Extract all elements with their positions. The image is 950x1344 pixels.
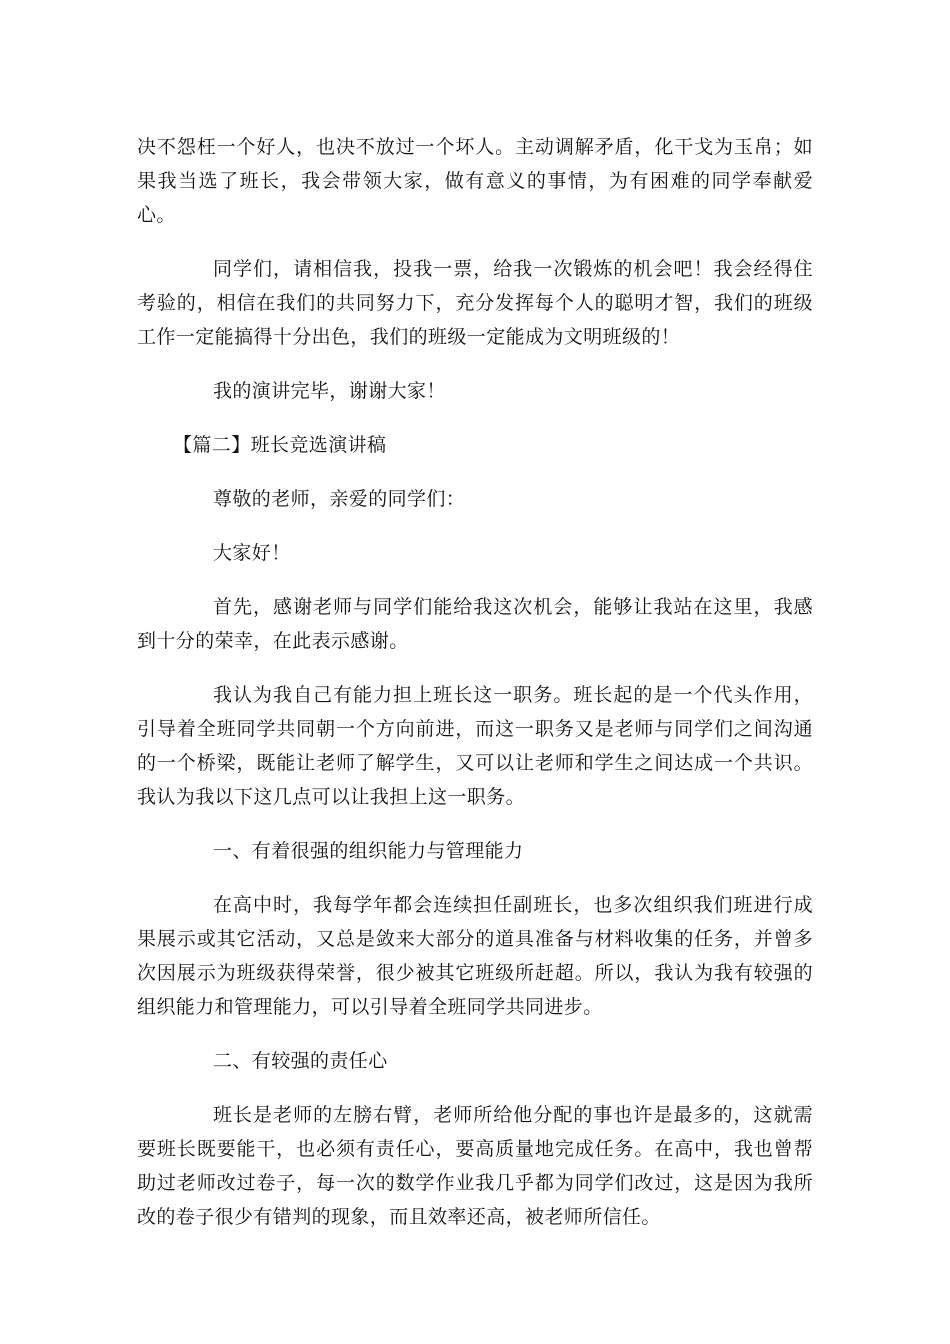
document-body: [137, 130, 813, 1254]
point-2-body: 班长是老师的左膀右臂，老师所给他分配的事也许是最多的，这就需要班长既要能干，也必须有责任心，要高质量地完成任务。在高中，我也曾帮助过老师改过卷子，每一次的数学作业我几乎都为同学们改过，这是因为我所改的卷子很少有错判的现象，而且效率还高，被老师所信任。: [137, 1104, 813, 1228]
paragraph-1: 决不怨枉一个好人，也决不放过一个坏人。主动调解矛盾，化干戈为玉帛；如果我当选了班长，我会带领大家，做有意义的事情，为有困难的同学奉献爱心。: [137, 136, 813, 226]
paragraph-thanks: 首先，感谢老师与同学们能给我这次机会，能够让我站在这里，我感到十分的荣幸，在此表示感谢。: [137, 596, 813, 652]
point-2-heading: 二、有较强的责任心: [213, 1050, 388, 1072]
greeting: 大家好！: [213, 542, 291, 564]
salutation: 尊敬的老师，亲爱的同学们：: [213, 488, 466, 510]
paragraph-2: 同学们，请相信我，投我一票，给我一次锻炼的机会吧！我会经得住考验的，相信在我们的共同努力下，充分发挥每个人的聪明才智，我们的班级工作一定能搞得十分出色，我们的班级一定能成为文明班级的！: [137, 258, 813, 348]
paragraph-closing: 我的演讲完毕，谢谢大家！: [213, 380, 446, 402]
point-1-body: 在高中时，我每学年都会连续担任副班长，也多次组织我们班进行成果展示或其它活动，又总是敛来大部分的道具准备与材料收集的任务，并曾多次因展示为班级获得荣誉，很少被其它班级所赶超。所以，我认为我有较强的组织能力和管理能力，可以引导着全班同学共同进步。: [137, 894, 813, 1018]
point-1-heading: 一、有着很强的组织能力与管理能力: [213, 840, 524, 862]
paragraph-ability: 我认为我自己有能力担上班长这一职务。班长起的是一个代头作用，引导着全班同学共同朝一个方向前进，而这一职务又是老师与同学们之间沟通的一个桥梁，既能让老师了解学生，又可以让老师和学生之间达成一个共识。我认为我以下这几点可以让我担上这一职务。: [137, 684, 813, 808]
section-title: 【篇二】班长竞选演讲稿: [173, 434, 387, 456]
